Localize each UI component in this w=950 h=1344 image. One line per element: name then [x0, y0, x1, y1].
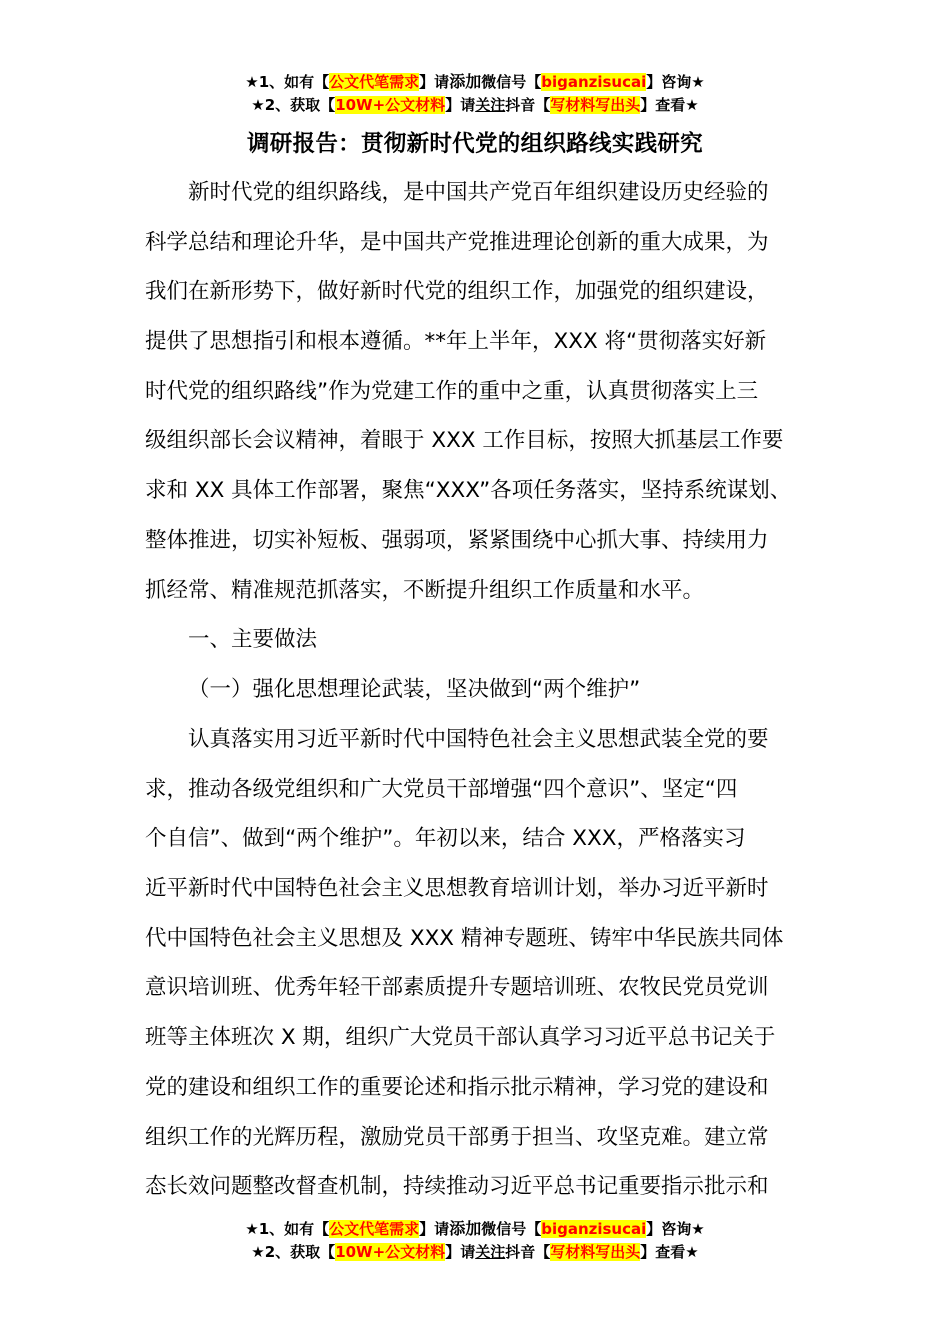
ad-text: ★1、如有【: [245, 1220, 330, 1238]
ad-line-2: [0, 94, 950, 116]
ad-text: ★2、获取【: [251, 1243, 336, 1261]
ad-emphasis: 关注: [475, 96, 506, 114]
text-line: 整体推进，切实补短板、强弱项，紧紧围绕中心抓大事、持续用力: [145, 527, 769, 553]
ad-text: 微信号【: [481, 73, 542, 91]
ad-highlight: 公文代笔需求: [329, 1220, 420, 1238]
text-line: 认真落实用习近平新时代中国特色社会主义思想武装全党的要: [188, 727, 769, 752]
ad-highlight: 公文代笔需求: [329, 73, 420, 91]
ad-text: 】查看★: [640, 96, 699, 114]
ad-line-2-footer: [0, 1241, 950, 1263]
text-line: 班等主体班次 X 期，组织广大党员干部认真学习习近平总书记关于: [145, 1025, 776, 1051]
ad-text: 】请: [445, 1243, 476, 1261]
ad-emphasis: 添加: [449, 72, 482, 91]
ad-text: ★2、获取【: [251, 96, 336, 114]
ad-line-1: [0, 71, 950, 93]
text-line: 党的建设和组织工作的重要论述和指示批示精神，学习党的建设和: [145, 1074, 769, 1100]
ad-line-1-footer: [0, 1218, 950, 1240]
ad-text: 】咨询★: [646, 73, 705, 91]
text-line: 科学总结和理论升华，是中国共产党推进理论创新的重大成果，为: [145, 229, 769, 255]
subsection-heading: [145, 665, 815, 715]
ad-text: ★1、如有【: [245, 73, 330, 91]
ad-emphasis: 添加: [449, 1219, 482, 1238]
ad-text: 】请: [419, 1220, 450, 1238]
text-line: 个自信”、做到“两个维护”。年初以来，结合 XXX，严格落实习: [145, 826, 746, 852]
ad-text: 微信号【: [481, 1220, 542, 1238]
text-line: 我们在新形势下，做好新时代党的组织工作，加强党的组织建设，: [145, 279, 769, 305]
ad-text: 抖音【: [505, 96, 551, 114]
text-line: 态长效问题整改督查机制，持续推动习近平总书记重要指示批示和: [145, 1174, 769, 1200]
ad-text: 】请: [445, 96, 476, 114]
text-line: 代中国特色社会主义思想及 XXX 精神专题班、铸牢中华民族共同体: [145, 925, 784, 951]
ad-text: 】查看★: [640, 1243, 699, 1261]
ad-text: 】请: [419, 73, 450, 91]
intro-paragraph: [145, 168, 815, 615]
text-line: 新时代党的组织路线，是中国共产党百年组织建设历史经验的: [188, 180, 769, 205]
text-line: 级组织部长会议精神，着眼于 XXX 工作目标，按照大抓基层工作要: [145, 428, 784, 454]
text-line: 时代党的组织路线”作为党建工作的重中之重，认真贯彻落实上三: [145, 378, 759, 404]
document-title: 调研报告：贯彻新时代党的组织路线实践研究: [246, 131, 703, 157]
ad-wechat-id: biganzisucai: [541, 73, 647, 91]
text-line: 组织工作的光辉历程，激励党员干部勇于担当、攻坚克难。建立常: [145, 1124, 769, 1150]
text-line: 提供了思想指引和根本遵循。**年上半年，XXX 将“贯彻落实好新: [145, 329, 767, 355]
ad-emphasis: 关注: [475, 1243, 506, 1261]
text-line: 求，推动各级党组织和广大党员干部增强“四个意识”、坚定“四: [145, 776, 738, 802]
ad-wechat-id: biganzisucai: [541, 1220, 647, 1238]
text-line: 抓经常、精准规范抓落实，不断提升组织工作质量和水平。: [145, 577, 705, 603]
heading-text: （一）强化思想理论武装，坚决做到“两个维护”: [188, 677, 641, 702]
text-line: 意识培训班、优秀年轻干部素质提升专题培训班、农牧民党员党训: [145, 975, 769, 1001]
ad-douyin-account: 写材料写出头: [550, 1243, 641, 1261]
ad-douyin-account: 写材料写出头: [550, 96, 641, 114]
text-line: 求和 XX 具体工作部署，聚焦“XXX”各项任务落实，坚持系统谋划、: [145, 478, 792, 504]
ad-highlight: 10W+公文材料: [335, 96, 446, 114]
body-paragraph: [145, 715, 815, 1212]
ad-text: 】咨询★: [646, 1220, 705, 1238]
text-line: 近平新时代中国特色社会主义思想教育培训计划，举办习近平新时: [145, 876, 769, 902]
ad-text: 抖音【: [505, 1243, 551, 1261]
section-heading: [145, 615, 815, 665]
ad-highlight: 10W+公文材料: [335, 1243, 446, 1261]
heading-text: 一、主要做法: [188, 627, 318, 652]
